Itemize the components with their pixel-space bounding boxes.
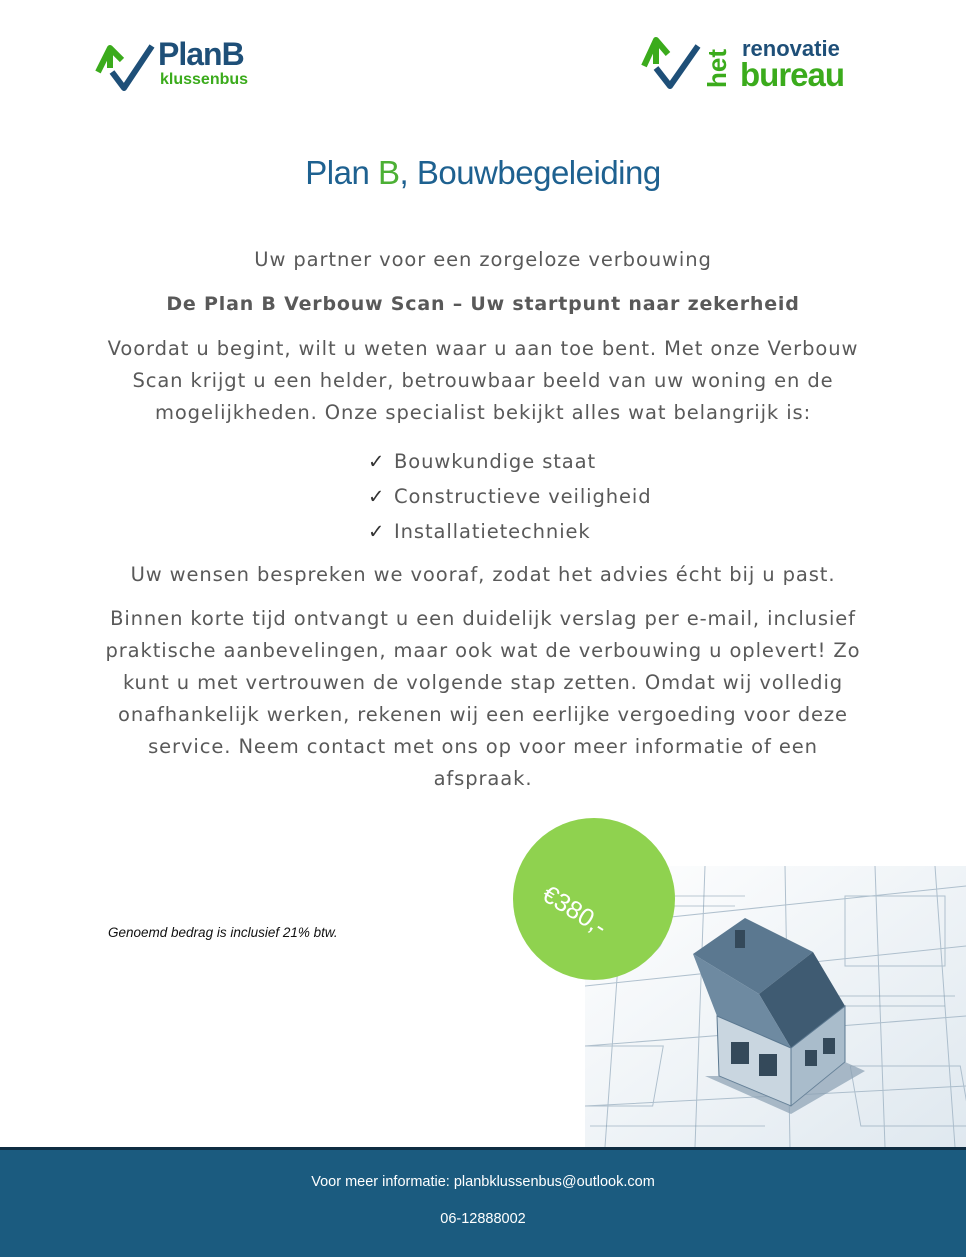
footer [0, 1147, 966, 1257]
check-icon: ✓ [368, 450, 386, 473]
list-item: ✓ Installatietechniek [368, 514, 652, 549]
logo-left-name: PlanB [158, 36, 244, 72]
list-item: ✓ Bouwkundige staat [368, 444, 652, 479]
house-check-icon [640, 36, 704, 92]
logo-right-het: het [702, 49, 732, 88]
scan-heading: De Plan B Verbouw Scan – Uw startpunt naar zekerheid [166, 293, 800, 315]
subtitle: Uw partner voor een zorgeloze verbouwing [254, 248, 712, 271]
wishes-paragraph: Uw wensen bespreken we vooraf, zodat het advies écht bij u past. [130, 563, 836, 586]
logo-right-renovatie: renovatie [742, 36, 840, 61]
report-paragraph: Binnen korte tijd ontvangt u een duidelijk verslag per e-mail, inclusief praktische aanbevelingen, maar ook wat de verbouwing u oplevert! Zo kunt u met vertrouwen de volgende stap zetten. Omdat wij volledig onafhankelijk werken, rekenen wij een eerlijke vergoeding voor deze service. Neem contact met ons op voor meer informatie of een afspraak. [105, 607, 861, 790]
planb-klussenbus-logo [94, 38, 284, 94]
logo-left-sub: klussenbus [160, 71, 249, 88]
intro-paragraph: Voordat u begint, wilt u weten waar u aan toe bent. Met onze Verbouw Scan krijgt u een helder, betrouwbaar beeld van uw woning en de mogelijkheden. Onze specialist bekijkt alles wat belangrijk is: [107, 337, 859, 424]
price-badge [513, 818, 675, 980]
footer-phone: 06-12888002 [440, 1211, 526, 1227]
logo-right-bureau: bureau [740, 56, 845, 93]
check-icon: ✓ [368, 485, 386, 508]
footer-contact-info: Voor meer informatie: planbklussenbus@outlook.com [311, 1174, 655, 1190]
btw-note: Genoemd bedrag is inclusief 21% btw. [108, 925, 338, 940]
house-check-icon [94, 38, 158, 94]
renovatie-bureau-logo [640, 36, 870, 96]
checklist [368, 444, 652, 549]
check-icon: ✓ [368, 520, 386, 543]
page-title: Plan B, Bouwbegeleiding [305, 154, 661, 191]
list-item: ✓ Constructieve veiligheid [368, 479, 652, 514]
price-text: €380,- [537, 880, 613, 942]
